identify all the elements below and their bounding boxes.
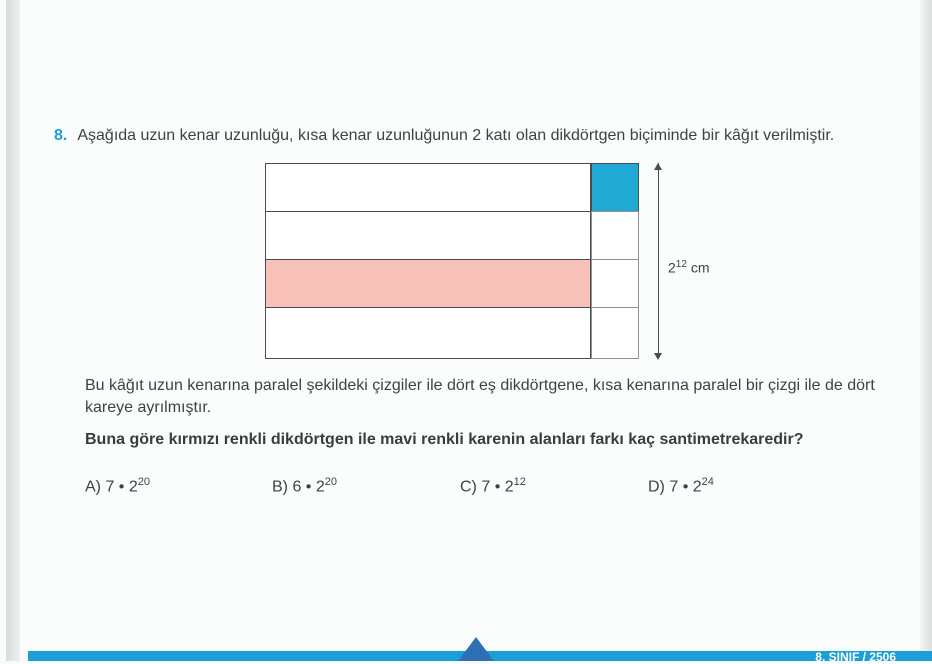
strip-2 (265, 211, 591, 261)
blue-square (591, 163, 639, 213)
option-d[interactable]: D) 7 • $2^{24}$ (648, 476, 714, 496)
dimension-line (658, 163, 659, 358)
square-3 (591, 259, 639, 309)
strip-4 (265, 307, 591, 359)
description-paragraph: Bu kâğıt uzun kenarına paralel şekildeki çizgiler ile dört eş dikdörtgene, kısa kenarına paralel bir çizgi ile de dört kareye ayrılmıştır. (85, 377, 875, 416)
dimension-arrow-down (654, 353, 662, 360)
strip-1 (265, 163, 591, 213)
page-right-edge (920, 0, 932, 661)
question-line (54, 127, 834, 145)
question-number: 8. (54, 127, 68, 144)
square-2 (591, 211, 639, 261)
question-prompt: Buna göre kırmızı renkli dikdörtgen ile mavi renkli karenin alanları farkı kaç santimetrekaredir? (85, 431, 804, 448)
square-4 (591, 307, 639, 359)
question-text: Aşağıda uzun kenar uzunluğu, kısa kenar uzunluğunun 2 katı olan dikdörtgen biçiminde bir kâğıt verilmiştir. (77, 127, 835, 144)
page-binding-edge (6, 0, 20, 661)
red-rectangle (265, 259, 591, 309)
paper-figure (265, 163, 645, 361)
option-a[interactable]: A) 7 • $2^{20}$ (85, 476, 151, 496)
dimension-arrow-up (654, 163, 662, 170)
option-b[interactable]: B) 6 • $2^{20}$ (272, 476, 338, 496)
option-c[interactable]: C) 7 • $2^{12}$ (460, 476, 526, 496)
dimension-label: $2^{12}$ cm (668, 259, 710, 276)
publisher-logo-icon (458, 637, 494, 661)
footer-text: 8. SINIF / 2506 (815, 650, 896, 664)
